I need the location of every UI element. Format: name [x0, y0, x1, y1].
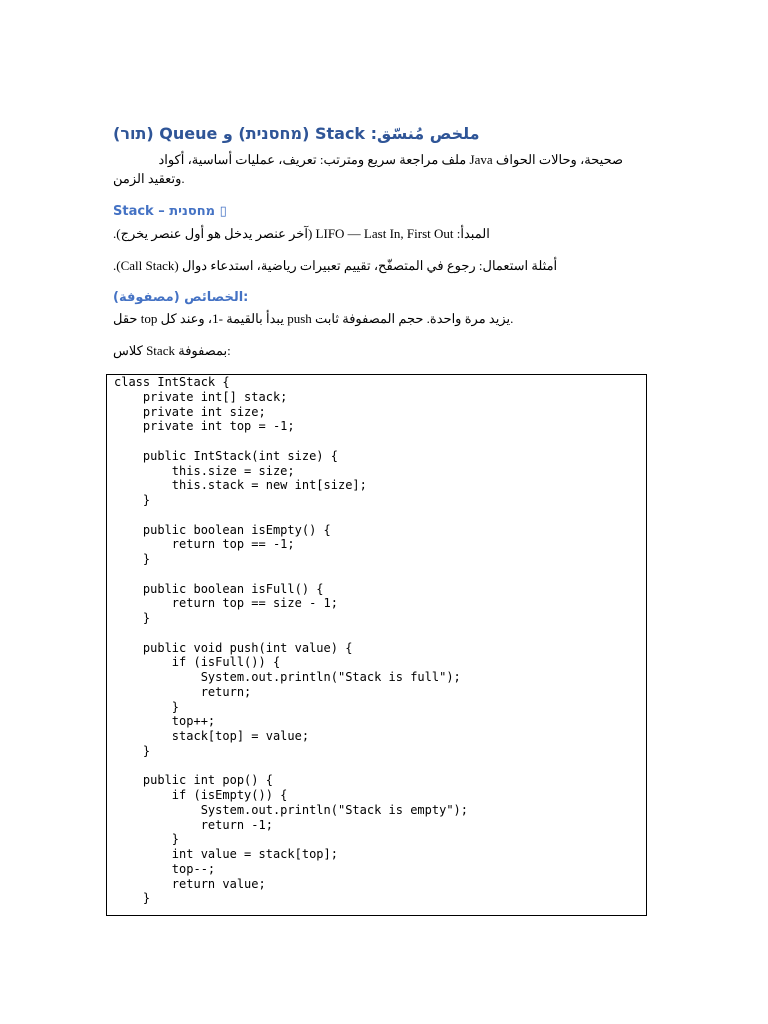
examples-line: أمثلة استعمال: رجوع في المتصفّح، تقييم تعبيرات رياضية، استدعاء دوال (Call Stack).	[113, 258, 558, 273]
features-line: .يزيد مرة واحدة. حجم المصفوفة ثابت push يبدأ بالقيمة -1، وعند كل top حقل	[113, 311, 514, 326]
page-title: ملخص مُنسّق: Stack (מחסנית) و Queue (תור)	[113, 124, 480, 143]
intro-line-1: صحيحة، وحالات الحواف Java ملف مراجعة سريع ومترتب: تعريف، عمليات أساسية، أكواد	[158, 152, 623, 167]
code-text: class IntStack { private int[] stack; private int size; private int top = -1; public IntStack(int size) { this.size = size; this.stack = new int[size]; } public boolean isEmpty() { return top == -1; } public boolean isFull() { return top == size - 1; } public void push(int value) { if (isFull()) { System.out.println("Stack is full"); return; } top++; stack[top] = value; } public int pop() { if (isEmpty()) { System.out.println("Stack is empty"); return -1; } int value = stack[top]; top--; return value; }	[114, 375, 469, 906]
class-intro-line: :بمصفوفة Stack كلاس	[113, 343, 231, 358]
principle-line: المبدأ: LIFO — Last In, First Out (آخر عنصر يدخل هو أول عنصر يخرج).	[113, 226, 490, 241]
intro-line-2: .وتعقيد الزمن	[113, 171, 185, 186]
features-heading: :الخصائص (مصفوفة)	[113, 290, 249, 305]
code-block	[106, 374, 647, 916]
section-heading-stack: Stack – מחסנית ▯	[113, 204, 227, 219]
